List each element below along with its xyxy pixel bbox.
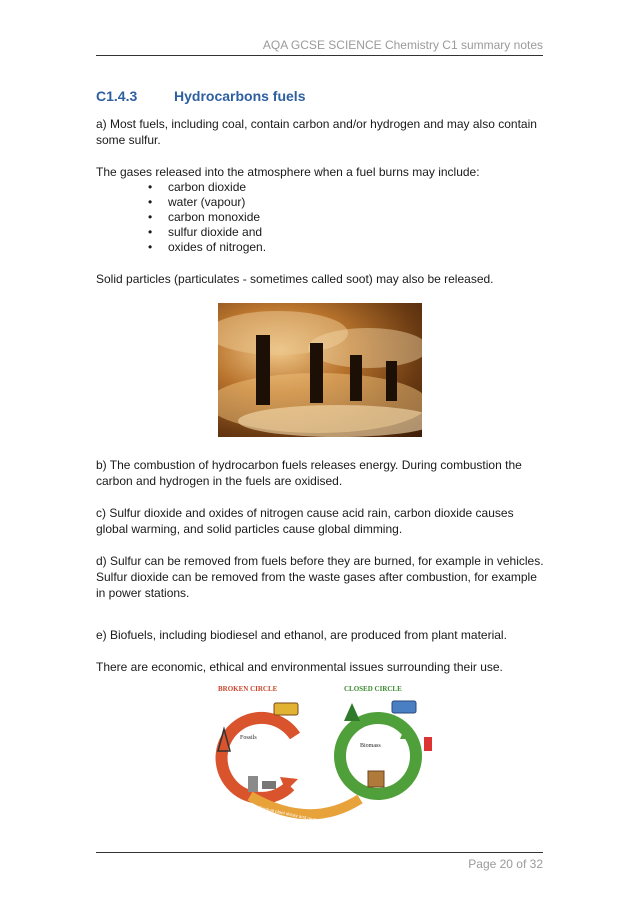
paragraph-e: e) Biofuels, including biodiesel and ethanol, are produced from plant material. xyxy=(96,628,507,642)
section-number: C1.4.3 xyxy=(96,88,138,104)
list-item: • sulfur dioxide and xyxy=(168,225,544,240)
fossils-label: Fossils xyxy=(240,735,257,741)
biomass-label: Biomass xyxy=(360,743,381,749)
gases-list xyxy=(96,180,544,255)
bus-icon xyxy=(274,703,298,715)
factory-icon xyxy=(262,781,276,789)
decay-arrow-label: Gradual plant decay and geological transformation xyxy=(257,805,358,831)
main-content xyxy=(96,88,544,831)
fuel-pump-icon xyxy=(424,737,432,751)
smokestacks-image xyxy=(218,303,422,437)
barrel-icon xyxy=(248,776,258,792)
list-item: • carbon monoxide xyxy=(168,210,544,225)
paragraph-issues: There are economic, ethical and environmental issues surrounding their use. xyxy=(96,660,503,674)
section-heading xyxy=(96,88,544,104)
tree-icon xyxy=(344,703,360,721)
list-item: • carbon dioxide xyxy=(168,180,544,195)
broken-circle-label: BROKEN CIRCLE xyxy=(218,685,278,693)
power-station-smoke-photo xyxy=(218,303,422,437)
section-title: Hydrocarbons fuels xyxy=(174,88,306,104)
carbon-cycle-diagram xyxy=(210,681,450,831)
box-icon xyxy=(368,771,384,787)
footer-divider xyxy=(96,852,543,853)
paragraph-c: c) Sulfur dioxide and oxides of nitrogen cause acid rain, carbon dioxide causes global warming, and solid particles cause global dimming. xyxy=(96,506,514,536)
list-item: • water (vapour) xyxy=(168,195,544,210)
paragraph-d: d) Sulfur can be removed from fuels before they are burned, for example in vehicles. Sulfur dioxide can be removed from the waste gases after combustion, for example in power stations. xyxy=(96,554,544,600)
closed-circle-label: CLOSED CIRCLE xyxy=(344,685,402,693)
header-divider xyxy=(96,55,543,56)
paragraph-gases-intro: The gases released into the atmosphere when a fuel burns may include: xyxy=(96,165,480,179)
page-number: Page 20 of 32 xyxy=(468,857,543,871)
header-title: AQA GCSE SCIENCE Chemistry C1 summary notes xyxy=(262,38,543,52)
bus-icon xyxy=(392,701,416,713)
paragraph-b: b) The combustion of hydrocarbon fuels releases energy. During combustion the carbon and hydrogen in the fuels are oxidised. xyxy=(96,458,522,488)
paragraph-particulates: Solid particles (particulates - sometimes called soot) may also be released. xyxy=(96,272,494,286)
paragraph-a: a) Most fuels, including coal, contain carbon and/or hydrogen and may also contain some sulfur. xyxy=(96,117,537,147)
list-item: • oxides of nitrogen. xyxy=(168,240,544,255)
